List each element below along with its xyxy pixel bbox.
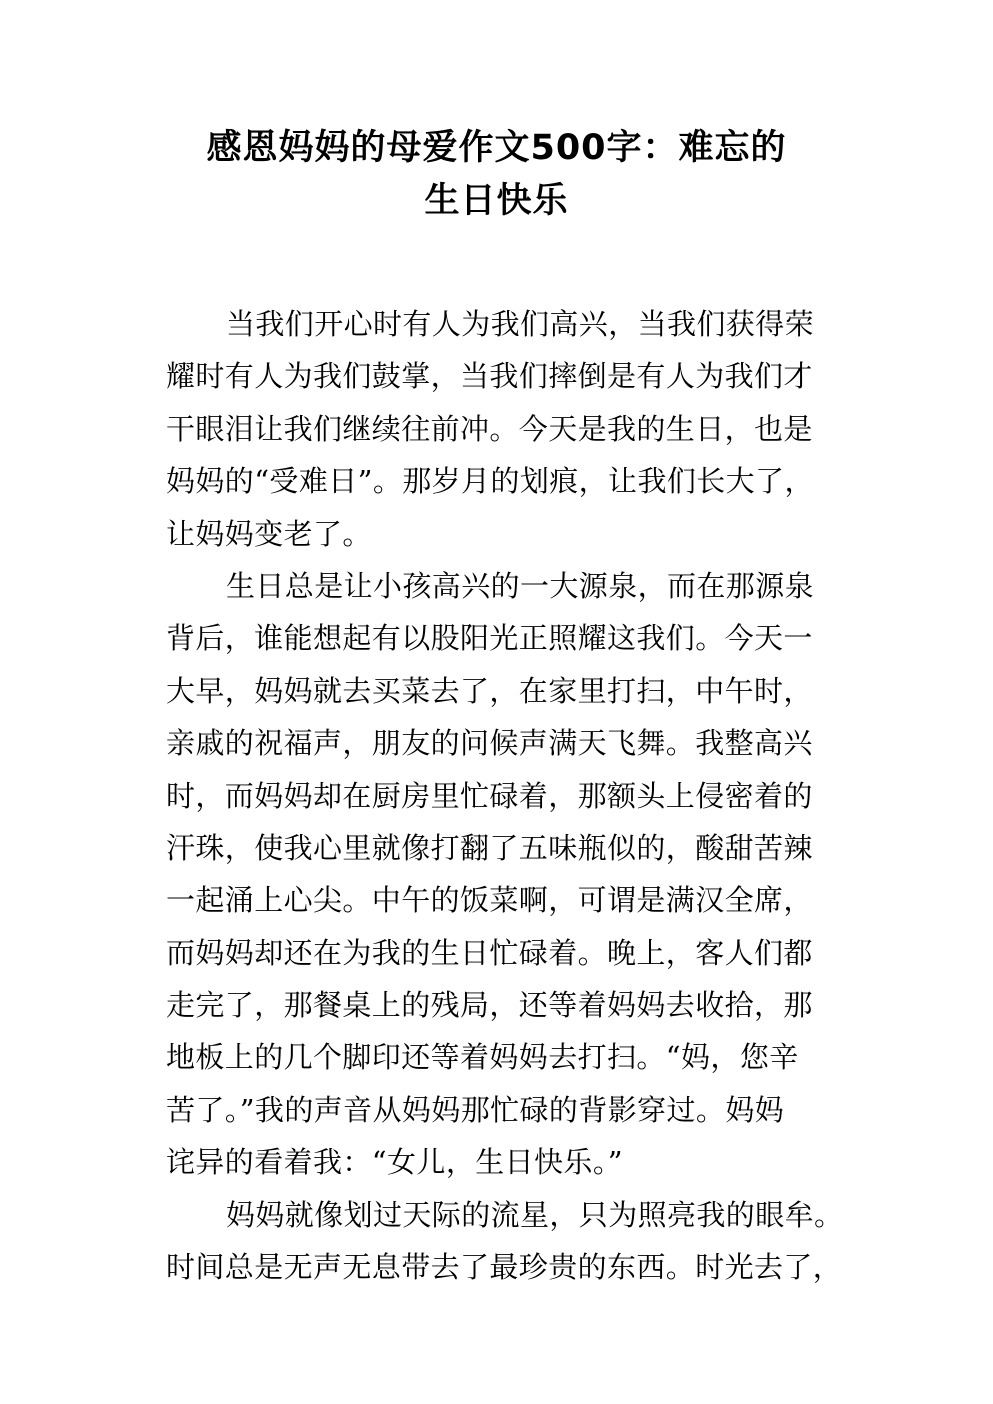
paragraph-2-line: 亲戚的祝福声，朋友的问候声满天飞舞。我整高兴	[166, 726, 813, 761]
paragraph-1-line: 干眼泪让我们继续往前冲。今天是我的生日，也是	[166, 411, 813, 446]
paragraph-2-line: 时，而妈妈却在厨房里忙碌着，那额头上侵密着的	[166, 778, 813, 813]
paragraph-2-line: 背后，谁能想起有以股阳光正照耀这我们。今天一	[166, 621, 813, 656]
paragraph-2-line: 地板上的几个脚印还等着妈妈去打扫。“妈，您辛	[166, 1040, 799, 1075]
paragraph-1-line: 让妈妈变老了。	[166, 516, 372, 551]
paragraph-2-line: 而妈妈却还在为我的生日忙碌着。晚上，客人们都	[166, 935, 813, 970]
paragraph-2-line: 一起涌上心尖。中午的饭菜啊，可谓是满汉全席，	[166, 883, 813, 918]
paragraph-2-line: 生日总是让小孩高兴的一大源泉，而在那源泉	[226, 568, 815, 603]
paragraph-2-line: 苦了。”我的声音从妈妈那忙碌的背影穿过。妈妈	[166, 1092, 785, 1127]
essay-body	[166, 298, 856, 1293]
paragraph-1-line: 当我们开心时有人为我们高兴，当我们获得荣	[226, 307, 815, 341]
paragraph-1-line: 妈妈的“受难日”。那岁月的划痕，让我们长大了，	[166, 464, 814, 499]
paragraph-3-line: 妈妈就像划过天际的流星，只为照亮我的眼牟。	[226, 1197, 844, 1232]
paragraph-2-line: 汗珠，使我心里就像打翻了五味瓶似的，酸甜苦辣	[166, 830, 813, 865]
paragraph-2-line: 诧异的看着我：“女儿，生日快乐。”	[166, 1145, 623, 1180]
paragraph-1-line: 耀时有人为我们鼓掌，当我们摔倒是有人为我们才	[166, 359, 813, 394]
title-line-1: 感恩妈妈的母爱作文500字：难忘的	[206, 128, 787, 168]
paragraph-3-line: 时间总是无声无息带去了最珍贵的东西。时光去了，	[166, 1250, 843, 1285]
paragraph-2-line: 大早，妈妈就去买菜去了，在家里打扫，中午时，	[166, 673, 813, 708]
title-line-2: 生日快乐	[424, 181, 569, 221]
paragraph-2-line: 走完了，那餐桌上的残局，还等着妈妈去收拾，那	[166, 988, 813, 1023]
